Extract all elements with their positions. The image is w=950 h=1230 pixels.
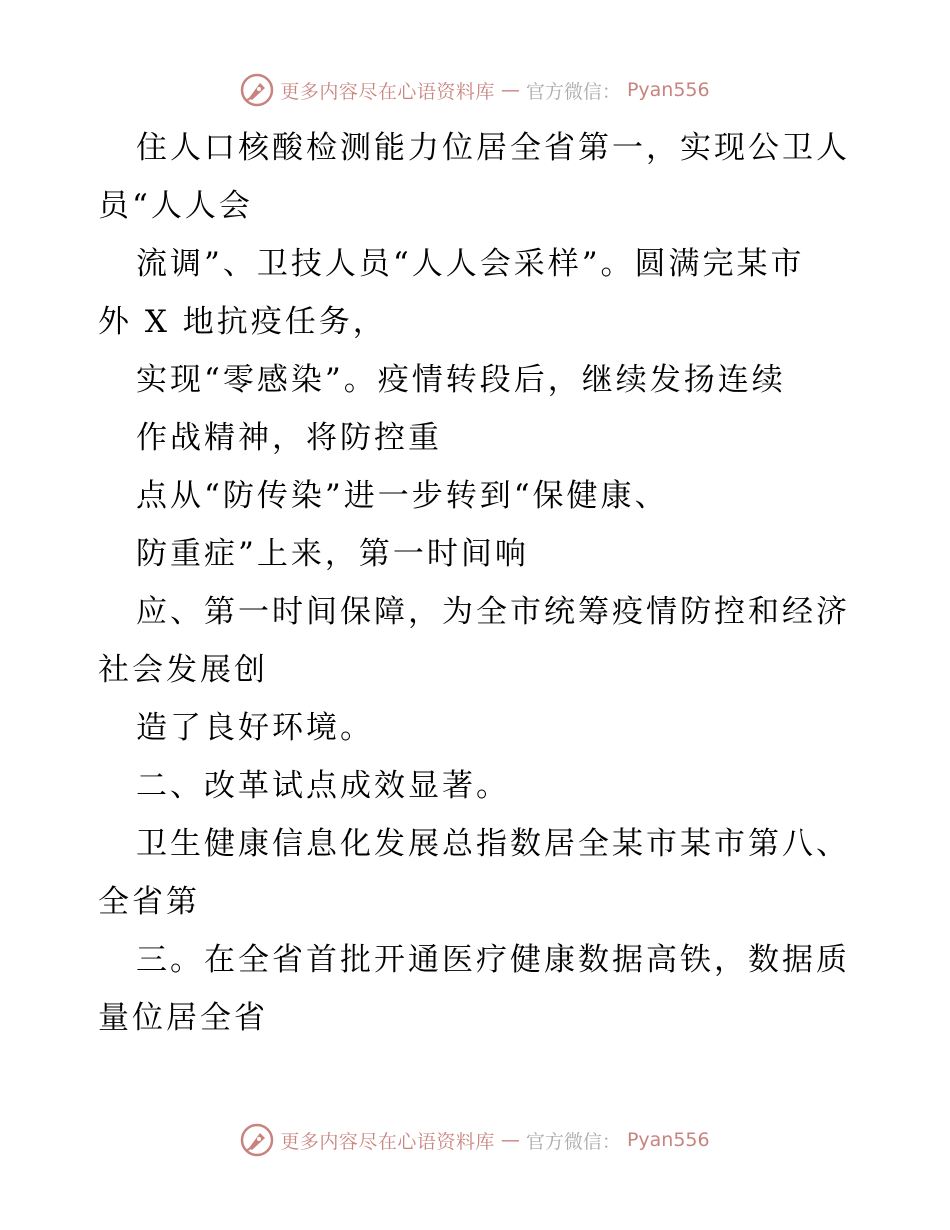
watermark-dash: — [500, 79, 520, 101]
watermark-account: Pyan556 [626, 1129, 710, 1151]
footer-watermark [0, 1120, 950, 1160]
document-body [0, 119, 950, 1047]
text-line: 员“人人会 [98, 188, 253, 224]
pen-nib-logo-icon [240, 73, 274, 107]
text-line: 防重症”上来，第一时间响 [136, 536, 529, 572]
text-line: 造了良好环境。 [136, 710, 374, 746]
text-line: 三。在全省首批开通医疗健康数据高铁，数据质 [136, 942, 850, 978]
watermark-account: Pyan556 [626, 79, 710, 101]
text-line: 实现“零感染”。疫情转段后，继续发扬连续 [136, 362, 786, 398]
watermark-official-label: 官方微信： [525, 80, 621, 103]
text-line: 住人口核酸检测能力位居全省第一，实现公卫人 [136, 130, 850, 166]
watermark-official-label: 官方微信： [525, 1130, 621, 1153]
section-heading: 二、改革试点成效显著。 [136, 768, 510, 804]
text-line: 社会发展创 [98, 652, 268, 688]
watermark-brand: 更多内容尽在心语资料库 [280, 1130, 495, 1153]
text-line: 作战精神，将防控重 [136, 420, 442, 456]
watermark-dash: — [500, 1129, 520, 1151]
text-line: 量位居全省 [98, 1000, 268, 1036]
text-line: 点从“防传染”进一步转到“保健康、 [136, 478, 669, 514]
text-line: 卫生健康信息化发展总指数居全某市某市第八、 [136, 826, 850, 862]
watermark-brand: 更多内容尽在心语资料库 [280, 80, 495, 103]
text-line: 应、第一时间保障，为全市统筹疫情防控和经济 [136, 594, 850, 630]
text-line: 全省第 [98, 884, 200, 920]
header-watermark [0, 70, 950, 110]
text-line: 流调”、卫技人员“人人会采样”。圆满完某市 [136, 246, 805, 282]
pen-nib-logo-icon [240, 1123, 274, 1157]
text-line: 外 X 地抗疫任务， [98, 304, 387, 340]
